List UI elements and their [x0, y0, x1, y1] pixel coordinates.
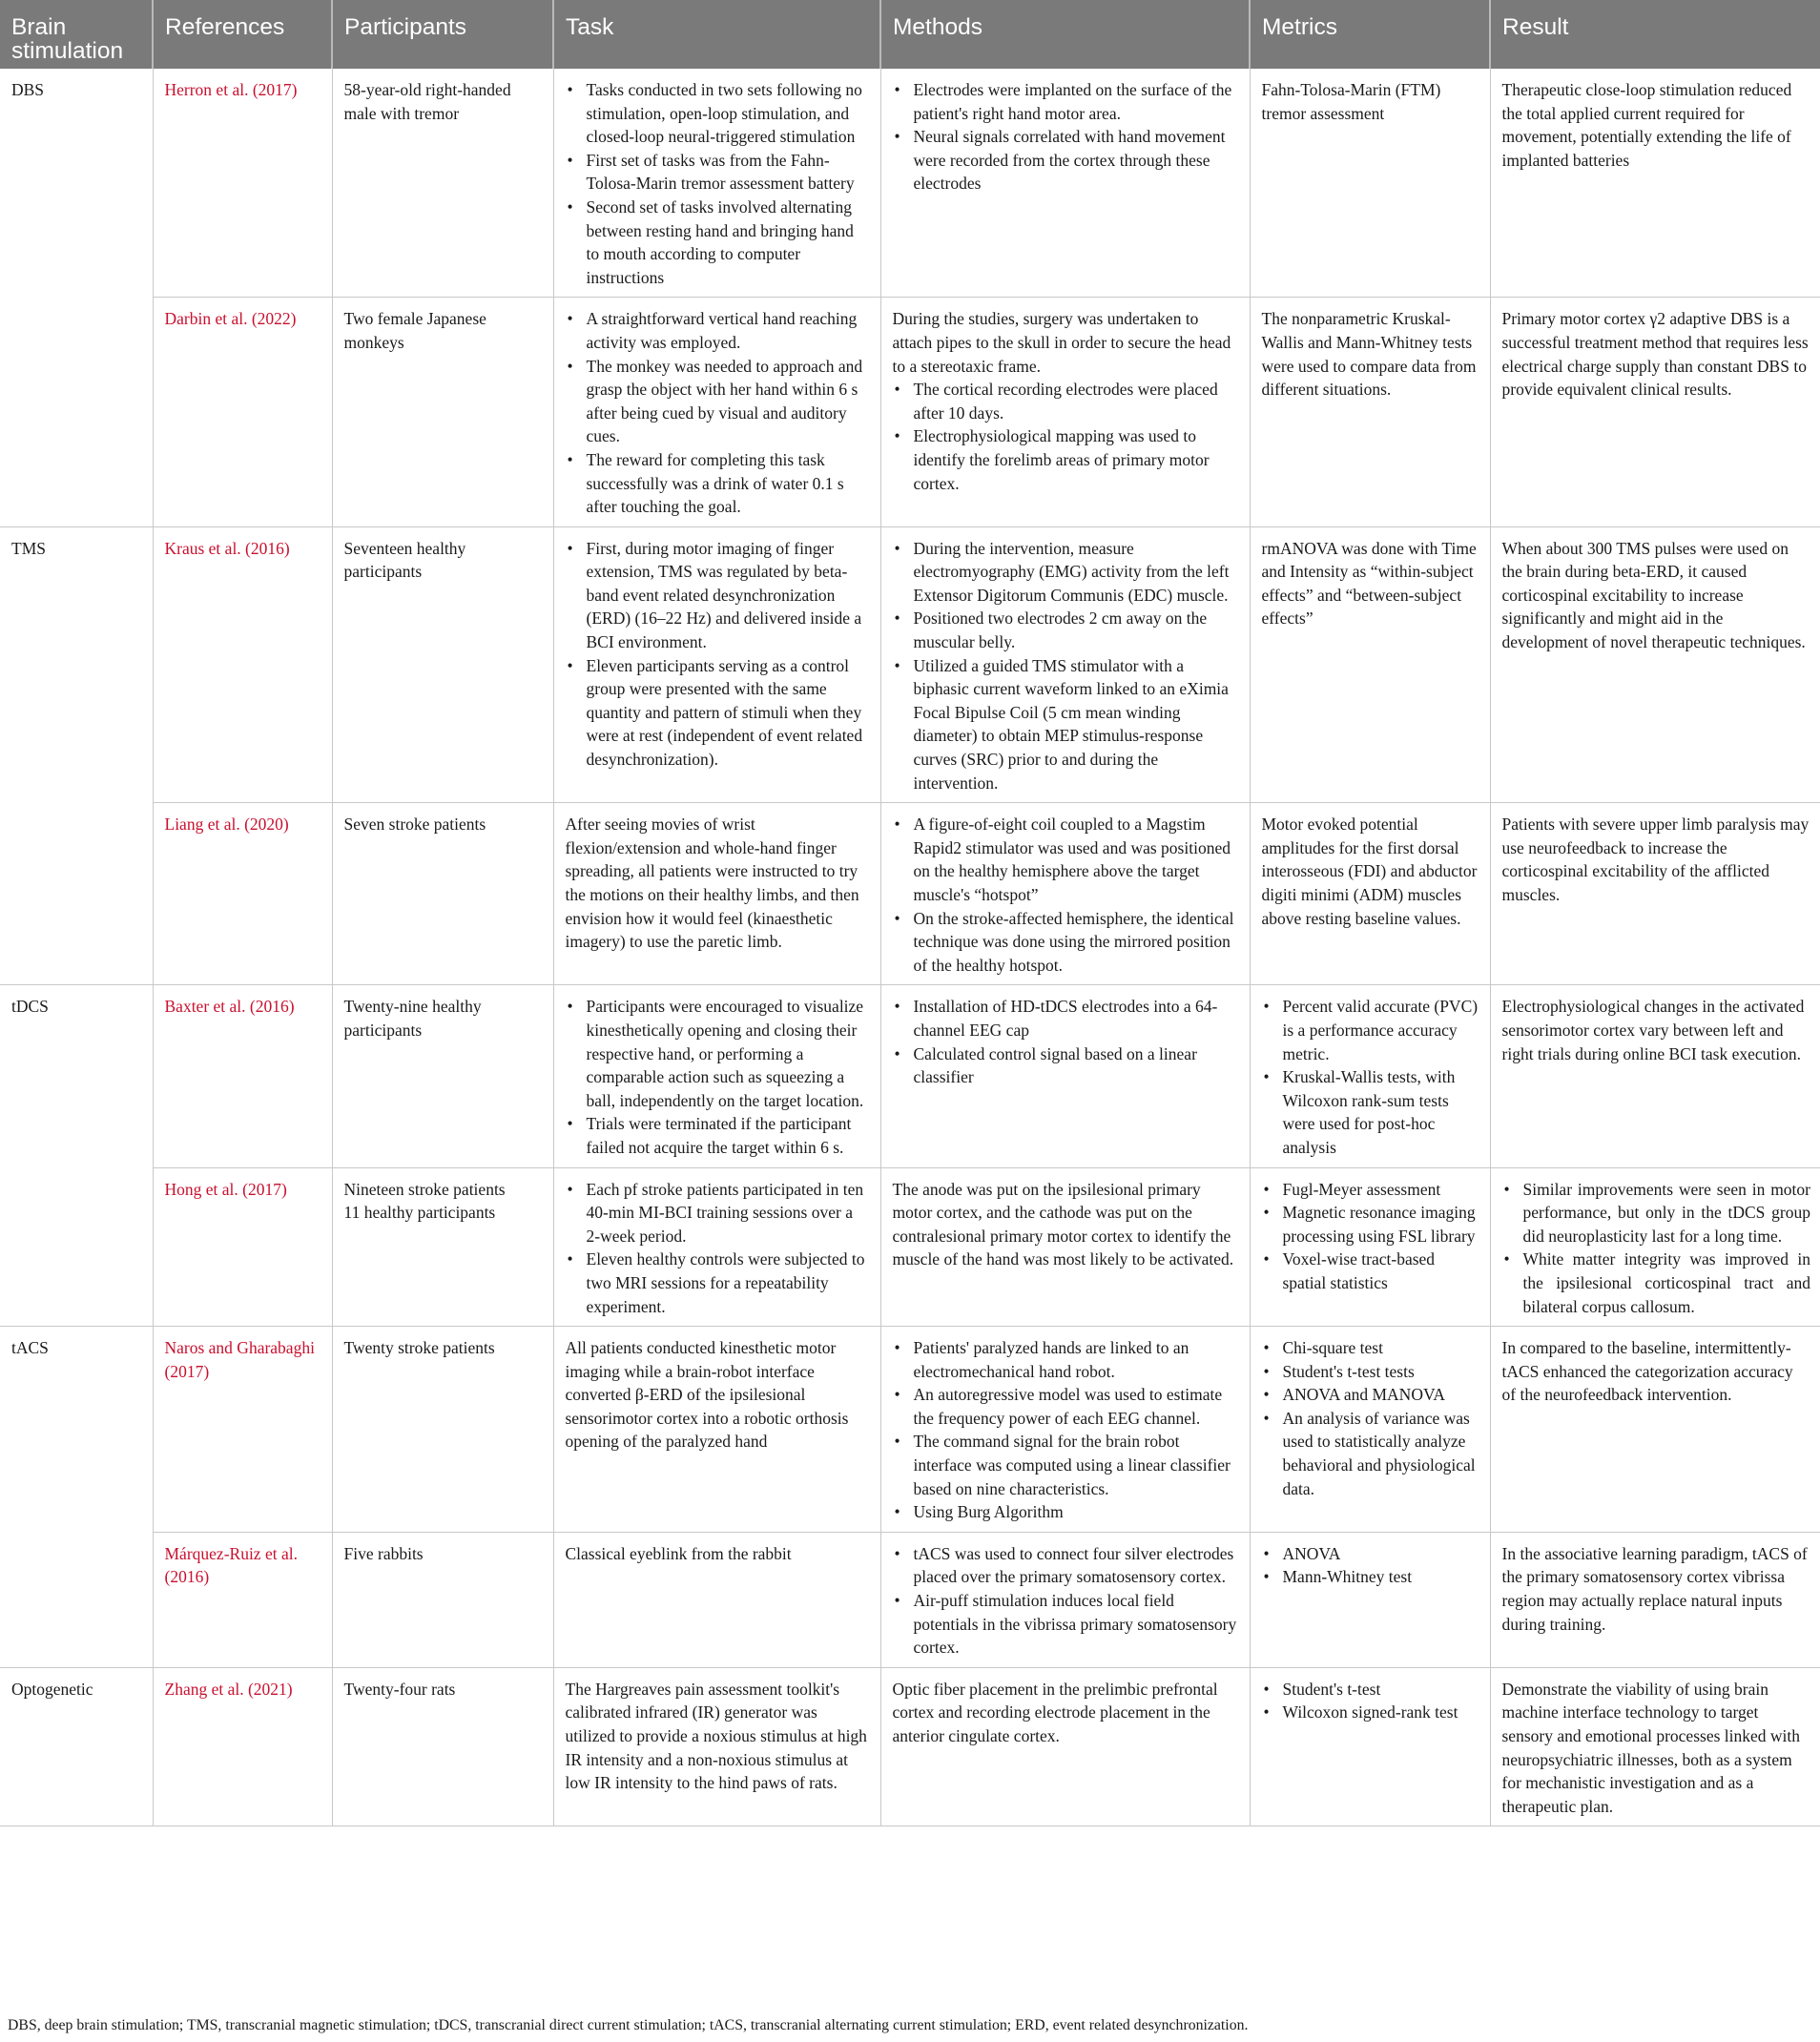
- bullet-item: • Participants were encouraged to visualize kinesthetically opening and closing their respective hand, or performing a comparable action such as squeezing a ball, independently on the target location.: [587, 995, 871, 1112]
- participants-cell: [332, 526, 553, 803]
- bullet-item: • The cortical recording electrodes were placed after 10 days.: [914, 378, 1240, 424]
- metrics-cell: [1250, 803, 1490, 985]
- header-participants: Participants: [332, 0, 553, 69]
- methods-cell: [880, 985, 1250, 1167]
- cell-text: rmANOVA was done with Time and Intensity as “within-subject effects” and “between-subject effects”: [1261, 538, 1477, 629]
- task-cell: [553, 298, 880, 526]
- participants-text: Two female Japanese monkeys: [343, 309, 486, 352]
- category-dbs: DBS: [0, 69, 153, 526]
- participants-text: Twenty-nine healthy participants: [343, 997, 482, 1040]
- bullet-item: • An analysis of variance was used to statistically analyze behavioral and physiological data.: [1283, 1407, 1480, 1500]
- methods-cell: [880, 69, 1250, 298]
- cell-text: Patients with severe upper limb paralysis may use neurofeedback to increase the corticospinal excitability of the afflicted muscles.: [1501, 815, 1810, 904]
- bullet-list: [566, 995, 871, 1159]
- reference-cell: [153, 1167, 332, 1327]
- participants-cell: [332, 1167, 553, 1327]
- bullet-list: [1262, 1178, 1480, 1295]
- methods-cell: [880, 1667, 1250, 1826]
- participants-cell: [332, 985, 553, 1167]
- bullet-list: [1262, 1678, 1480, 1724]
- cell-text: Demonstrate the viability of using brain machine interface technology to target sensory and emotional processes linked with neuropsychiatric illnesses, both as a system for mechanistic investigation and as a therapeutic plan.: [1501, 1679, 1801, 1816]
- reference-link[interactable]: Márquez-Ruiz et al. (2016): [164, 1543, 298, 1587]
- cell-text: Optic fiber placement in the prelimbic prefrontal cortex and recording electrode placement in the anterior cingulate cortex.: [892, 1679, 1218, 1745]
- category-tms: TMS: [0, 526, 153, 985]
- header-row: [0, 0, 1820, 69]
- methods-cell: [880, 1532, 1250, 1667]
- cell-text: Classical eyeblink from the rabbit: [565, 1543, 792, 1563]
- result-cell: [1490, 803, 1820, 985]
- participants-text: Five rabbits: [343, 1543, 424, 1563]
- reference-link[interactable]: Herron et al. (2017): [164, 80, 298, 99]
- reference-link[interactable]: Kraus et al. (2016): [164, 538, 290, 558]
- bullet-item: • Calculated control signal based on a linear classifier: [914, 1042, 1240, 1089]
- table-row: [0, 1532, 1820, 1667]
- metrics-cell: [1250, 526, 1490, 803]
- table-body: [0, 69, 1820, 1826]
- header-brain-stimulation: Brain stimulation: [0, 0, 153, 69]
- cell-text: The nonparametric Kruskal-Wallis and Mann-Whitney tests were used to compare data from different situations.: [1261, 309, 1477, 400]
- result-cell: [1490, 526, 1820, 803]
- bullet-item: • Air-puff stimulation induces local field potentials in the vibrissa primary somatosensory cortex.: [914, 1589, 1240, 1660]
- bullet-item: • Percent valid accurate (PVC) is a performance accuracy metric.: [1283, 995, 1480, 1065]
- bullet-item: • Second set of tasks involved alternating between resting hand and bringing hand to mouth according to computer instructions: [587, 196, 871, 289]
- table-row: [0, 985, 1820, 1167]
- bullet-item: • Voxel-wise tract-based spatial statistics: [1283, 1248, 1480, 1294]
- bullet-list: [893, 995, 1240, 1088]
- bullet-item: • Kruskal-Wallis tests, with Wilcoxon rank-sum tests were used for post-hoc analysis: [1283, 1065, 1480, 1159]
- cell-text: In compared to the baseline, intermittently-tACS enhanced the categorization accuracy of the neurofeedback intervention.: [1501, 1338, 1793, 1405]
- table-row: [0, 526, 1820, 803]
- participants-text: Nineteen stroke patients: [343, 1179, 506, 1199]
- bullet-item: • Tasks conducted in two sets following no stimulation, open-loop stimulation, and closed-loop neural-triggered stimulation: [587, 78, 871, 149]
- bullet-list: [1262, 1542, 1480, 1589]
- reference-link[interactable]: Hong et al. (2017): [164, 1179, 287, 1199]
- bullet-list: [893, 1336, 1240, 1524]
- bullet-item: • Wilcoxon signed-rank test: [1283, 1701, 1480, 1724]
- reference-cell: [153, 1532, 332, 1667]
- reference-link[interactable]: Zhang et al. (2021): [164, 1679, 293, 1699]
- reference-link[interactable]: Naros and Gharabaghi (2017): [164, 1338, 315, 1381]
- task-cell: [553, 1167, 880, 1327]
- bullet-list: [1262, 1336, 1480, 1500]
- bullet-item: • Eleven participants serving as a control group were presented with the same quantity and pattern of stimuli when they were at rest (independent of event related desynchronization).: [587, 654, 871, 772]
- participants-text: Twenty-four rats: [343, 1679, 456, 1699]
- bullet-list: [893, 78, 1240, 196]
- cell-text: The anode was put on the ipsilesional primary motor cortex, and the cathode was put on the contralesional primary motor cortex to identify the muscle of the hand was most likely to be activated.: [892, 1179, 1234, 1269]
- bullet-item: • Patients' paralyzed hands are linked to an electromechanical hand robot.: [914, 1336, 1240, 1383]
- methods-cell: [880, 1167, 1250, 1327]
- bullet-item: • Magnetic resonance imaging processing using FSL library: [1283, 1201, 1480, 1248]
- bullet-item: • The monkey was needed to approach and grasp the object with her hand within 6 s after being cued by visual and auditory cues.: [587, 355, 871, 448]
- table-footnote: DBS, deep brain stimulation; TMS, transcranial magnetic stimulation; tDCS, transcranial direct current stimulation; tACS, transcranial alternating current stimulation; ERD, event related desynchronization.: [8, 2017, 1249, 2033]
- cell-text: Fahn-Tolosa-Marin (FTM) tremor assessment: [1261, 80, 1441, 123]
- table-row: [0, 69, 1820, 298]
- task-cell: [553, 803, 880, 985]
- bullet-list: [1262, 995, 1480, 1159]
- cell-text: When about 300 TMS pulses were used on the brain during beta-ERD, it caused corticospinal excitability to increase significantly and might aid in the development of novel therapeutic techniques.: [1501, 538, 1806, 652]
- result-cell: [1490, 1667, 1820, 1826]
- cell-text: Electrophysiological changes in the activated sensorimotor cortex vary between left and right trials during online BCI task execution.: [1501, 997, 1805, 1063]
- reference-cell: [153, 298, 332, 526]
- metrics-cell: [1250, 985, 1490, 1167]
- bullet-list: [1502, 1178, 1811, 1319]
- methods-cell: [880, 803, 1250, 985]
- cell-text: After seeing movies of wrist flexion/extension and whole-hand finger spreading, all patients were instructed to try the motions on their healthy limbs, and then envision how it would feel (kinaesthetic imagery) to use the paretic limb.: [565, 815, 859, 952]
- bullet-item: • Fugl-Meyer assessment: [1283, 1178, 1480, 1202]
- bullet-item: • Mann-Whitney test: [1283, 1565, 1480, 1589]
- bullet-item: • ANOVA: [1283, 1542, 1480, 1566]
- participants-cell: [332, 1532, 553, 1667]
- bullet-item: • Chi-square test: [1283, 1336, 1480, 1360]
- header-result: Result: [1490, 0, 1820, 69]
- participants-cell: [332, 69, 553, 298]
- category-tdcs: tDCS: [0, 985, 153, 1327]
- reference-cell: [153, 803, 332, 985]
- reference-link[interactable]: Liang et al. (2020): [164, 815, 289, 835]
- table-row: [0, 803, 1820, 985]
- bullet-list: [893, 813, 1240, 977]
- task-cell: [553, 1667, 880, 1826]
- bullet-item: • On the stroke-affected hemisphere, the identical technique was done using the mirrored position of the healthy hotspot.: [914, 907, 1240, 978]
- bullet-item: • A straightforward vertical hand reaching activity was employed.: [587, 307, 871, 354]
- header-task: Task: [553, 0, 880, 69]
- metrics-cell: [1250, 298, 1490, 526]
- task-cell: [553, 526, 880, 803]
- bullet-item: • The reward for completing this task successfully was a drink of water 0.1 s after touching the goal.: [587, 448, 871, 519]
- category-optogenetic: Optogenetic: [0, 1667, 153, 1826]
- reference-cell: [153, 69, 332, 298]
- bullet-item: • Using Burg Algorithm: [914, 1500, 1240, 1524]
- reference-cell: [153, 1667, 332, 1826]
- metrics-cell: [1250, 1167, 1490, 1327]
- cell-text: The Hargreaves pain assessment toolkit's calibrated infrared (IR) generator was utilized to provide a noxious stimulus at high IR intensity and a non-noxious stimulus at low IR intensity to the hind paws of rats.: [565, 1679, 867, 1793]
- methods-cell: [880, 1327, 1250, 1533]
- header-methods: Methods: [880, 0, 1250, 69]
- bullet-item: • During the intervention, measure electromyography (EMG) activity from the left Extensor Digitorum Communis (EDC) muscle.: [914, 537, 1240, 608]
- cell-text: Therapeutic close-loop stimulation reduced the total applied current required for movement, potentially extending the life of implanted batteries: [1501, 80, 1792, 170]
- task-cell: [553, 1532, 880, 1667]
- task-cell: [553, 69, 880, 298]
- participants-cell: [332, 298, 553, 526]
- table-row: [0, 1167, 1820, 1327]
- metrics-cell: [1250, 1532, 1490, 1667]
- cell-text: All patients conducted kinesthetic motor imaging while a brain-robot interface converted β-ERD of the ipsilesional sensorimotor cortex into a robotic orthosis opening of the paralyzed hand: [565, 1338, 849, 1452]
- bullet-item: • Similar improvements were seen in motor performance, but only in the tDCS group did neuroplasticity last for a long time.: [1523, 1178, 1811, 1248]
- bullet-item: • First set of tasks was from the Fahn-Tolosa-Marin tremor assessment battery: [587, 149, 871, 196]
- reference-cell: [153, 526, 332, 803]
- task-cell: [553, 985, 880, 1167]
- table-row: [0, 298, 1820, 526]
- bullet-item: • Neural signals correlated with hand movement were recorded from the cortex through these electrodes: [914, 125, 1240, 196]
- category-tacs: tACS: [0, 1327, 153, 1668]
- table-header: [0, 0, 1820, 69]
- bullet-item: • Eleven healthy controls were subjected to two MRI sessions for a repeatability experiment.: [587, 1248, 871, 1318]
- bullet-item: • Electrodes were implanted on the surface of the patient's right hand motor area.: [914, 78, 1240, 125]
- bullet-item: • White matter integrity was improved in the ipsilesional corticospinal tract and bilateral corpus callosum.: [1523, 1248, 1811, 1318]
- participants-cell: [332, 1667, 553, 1826]
- methods-cell: [880, 298, 1250, 526]
- participants-text: 58-year-old right-handed male with tremor: [343, 80, 511, 123]
- bullet-list: [566, 537, 871, 772]
- bullet-item: • First, during motor imaging of finger extension, TMS was regulated by beta-band event related desynchronization (ERD) (16–22 Hz) and delivered inside a BCI environment.: [587, 537, 871, 654]
- participants-cell: [332, 1327, 553, 1533]
- bullet-item: • Student's t-test tests: [1283, 1360, 1480, 1384]
- reference-link[interactable]: Baxter et al. (2016): [164, 997, 295, 1017]
- bullet-list: [566, 307, 871, 518]
- metrics-cell: [1250, 1667, 1490, 1826]
- result-cell: [1490, 298, 1820, 526]
- bullet-item: • The command signal for the brain robot interface was computed using a linear classifier based on nine characteristics.: [914, 1430, 1240, 1500]
- result-cell: [1490, 1167, 1820, 1327]
- bullet-item: • Utilized a guided TMS stimulator with a biphasic current waveform linked to an eXimia Focal Bipulse Coil (5 cm mean winding diameter) to obtain MEP stimulus-response curves (SRC) prior to and during the intervention.: [914, 654, 1240, 795]
- participants-cell: [332, 803, 553, 985]
- result-cell: [1490, 69, 1820, 298]
- methods-cell: [880, 526, 1250, 803]
- participants-text: Twenty stroke patients: [343, 1338, 495, 1358]
- table-row: [0, 1327, 1820, 1533]
- reference-link[interactable]: Darbin et al. (2022): [164, 309, 297, 329]
- result-cell: [1490, 985, 1820, 1167]
- reference-cell: [153, 1327, 332, 1533]
- participants-text: 11 healthy participants: [343, 1203, 496, 1223]
- bullet-item: • A figure-of-eight coil coupled to a Magstim Rapid2 stimulator was used and was positioned on the healthy hemisphere above the target muscle's “hotspot”: [914, 813, 1240, 906]
- bullet-list: [893, 537, 1240, 795]
- bullet-list: [893, 1542, 1240, 1660]
- metrics-cell: [1250, 1327, 1490, 1533]
- bullet-item: • Student's t-test: [1283, 1678, 1480, 1702]
- metrics-cell: [1250, 69, 1490, 298]
- bullet-item: • An autoregressive model was used to estimate the frequency power of each EEG channel.: [914, 1383, 1240, 1430]
- cell-lead-text: During the studies, surgery was undertaken to attach pipes to the skull in order to secure the head to a stereotaxic frame.: [892, 309, 1231, 376]
- cell-text: Motor evoked potential amplitudes for the first dorsal interosseous (FDI) and abductor digiti minimi (ADM) muscles above resting baseline values.: [1261, 815, 1478, 928]
- task-cell: [553, 1327, 880, 1533]
- bullet-item: • Electrophysiological mapping was used to identify the forelimb areas of primary motor cortex.: [914, 424, 1240, 495]
- bullet-item: • ANOVA and MANOVA: [1283, 1383, 1480, 1407]
- header-references: References: [153, 0, 332, 69]
- participants-text: Seventeen healthy participants: [343, 538, 466, 582]
- cell-text: Primary motor cortex γ2 adaptive DBS is a successful treatment method that requires less electrical charge supply than constant DBS to provide equivalent clinical results.: [1501, 309, 1809, 400]
- bullet-item: • Installation of HD-tDCS electrodes into a 64-channel EEG cap: [914, 995, 1240, 1042]
- bullet-list: [893, 378, 1240, 495]
- bullet-item: • Positioned two electrodes 2 cm away on the muscular belly.: [914, 607, 1240, 653]
- bullet-item: • tACS was used to connect four silver electrodes placed over the primary somatosensory cortex.: [914, 1542, 1240, 1589]
- bullet-list: [566, 1178, 871, 1319]
- reference-cell: [153, 985, 332, 1167]
- table-row: [0, 1667, 1820, 1826]
- cell-text: In the associative learning paradigm, tACS of the primary somatosensory cortex vibrissa region may actually replace natural inputs during training.: [1501, 1543, 1808, 1634]
- result-cell: [1490, 1327, 1820, 1533]
- bullet-list: [566, 78, 871, 289]
- header-metrics: Metrics: [1250, 0, 1490, 69]
- bullet-item: • Each pf stroke patients participated in ten 40-min MI-BCI training sessions over a 2-week period.: [587, 1178, 871, 1248]
- bullet-item: • Trials were terminated if the participant failed not acquire the target within 6 s.: [587, 1112, 871, 1159]
- result-cell: [1490, 1532, 1820, 1667]
- participants-text: Seven stroke patients: [343, 815, 486, 835]
